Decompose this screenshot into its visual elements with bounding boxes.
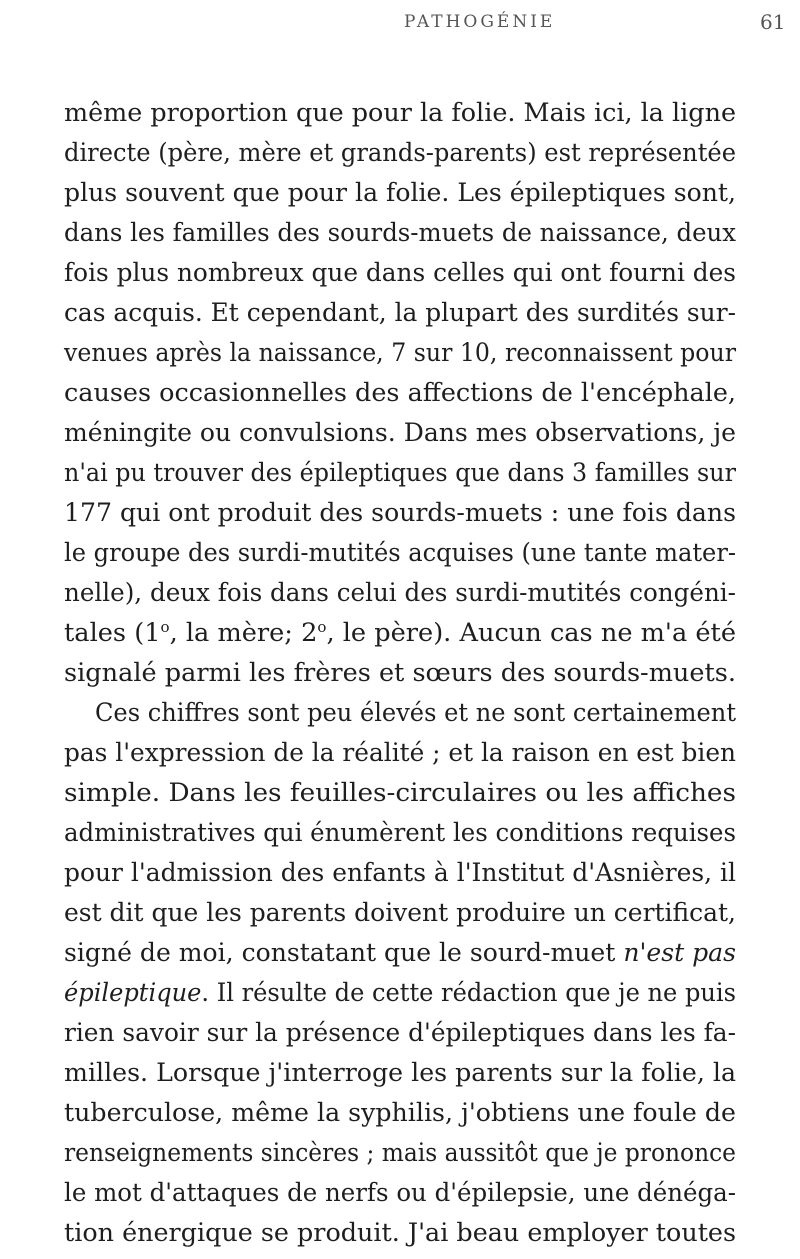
text-line-14 — [0, 613, 800, 653]
line-text: simple. Dans les feuilles-circulaires ou les affiches — [64, 778, 736, 808]
text-line-7 — [0, 333, 800, 373]
text-line-27 — [0, 1133, 800, 1173]
text-line-25 — [0, 1053, 800, 1093]
line-text: pour l'admission des enfants à l'Institut d'Asnières, il — [64, 858, 736, 888]
text-line-26 — [0, 1093, 800, 1133]
line-text: cas acquis. Et cependant, la plupart des surdités sur- — [64, 298, 736, 328]
line-text-part: tales (1 — [64, 618, 161, 648]
line-text-part: signé de moi, constatant que le sourd-muet — [64, 938, 624, 968]
text-line-12 — [0, 533, 800, 573]
text-line-13 — [0, 573, 800, 613]
line-text-part: , le père). Aucun cas ne m'a été — [326, 618, 736, 648]
line-text: méningite ou convulsions. Dans mes observations, je — [64, 418, 736, 448]
text-line-3 — [0, 173, 800, 213]
text-line-24 — [0, 1013, 800, 1053]
line-text: est dit que les parents doivent produire un certificat, — [64, 898, 736, 928]
text-line-11 — [0, 493, 800, 533]
line-text: 177 qui ont produit des sourds-muets : une fois dans — [64, 498, 736, 528]
text-line-2 — [0, 133, 800, 173]
line-text: tion énergique se produit. J'ai beau employer toutes — [64, 1218, 736, 1248]
line-text: causes occasionnelles des affections de l'encéphale, — [64, 378, 736, 408]
line-text: pas l'expression de la réalité ; et la raison en est bien — [64, 738, 736, 768]
line-text: fois plus nombreux que dans celles qui ont fourni des — [64, 258, 736, 288]
text-line-21 — [0, 893, 800, 933]
line-text: le mot d'attaques de nerfs ou d'épilepsie, une dénéga- — [64, 1178, 736, 1208]
text-line-9 — [0, 413, 800, 453]
text-line-20 — [0, 853, 800, 893]
line-text — [64, 613, 736, 653]
text-line-17 — [0, 733, 800, 773]
line-text-part: , la mère; 2 — [169, 618, 318, 648]
line-text: administratives qui énumèrent les conditions requises — [64, 818, 736, 848]
ordinal-superscript: o — [160, 618, 170, 636]
line-text — [64, 973, 736, 1013]
line-text: rien savoir sur la présence d'épileptiques dans les fa- — [64, 1018, 736, 1048]
line-text: n'ai pu trouver des épileptiques que dans 3 familles sur — [64, 458, 736, 488]
running-title: PATHOGÉNIE — [404, 12, 556, 32]
line-text: plus souvent que pour la folie. Les épileptiques sont, — [64, 178, 736, 208]
text-line-15 — [0, 653, 800, 693]
line-text-part: . Il résulte de cette rédaction que je ne puis — [201, 978, 737, 1008]
text-line-16-paragraph-start — [0, 693, 800, 733]
text-line-22 — [0, 933, 800, 973]
text-line-4 — [0, 213, 800, 253]
text-line-1 — [0, 93, 800, 133]
italic-text: n'est pas — [623, 938, 736, 968]
text-line-8 — [0, 373, 800, 413]
line-text: dans les familles des sourds-muets de naissance, deux — [64, 218, 736, 248]
text-line-19 — [0, 813, 800, 853]
line-text: le groupe des surdi-mutités acquises (une tante mater- — [64, 538, 736, 568]
text-line-5 — [0, 253, 800, 293]
ordinal-superscript: o — [317, 618, 327, 636]
line-text: venues après la naissance, 7 sur 10, reconnaissent pour — [64, 338, 736, 368]
line-text — [64, 933, 736, 973]
text-line-23 — [0, 973, 800, 1013]
text-line-6 — [0, 293, 800, 333]
text-line-18 — [0, 773, 800, 813]
text-line-10 — [0, 453, 800, 493]
line-text: nelle), deux fois dans celui des surdi-mutités congéni- — [64, 578, 736, 608]
text-line-29 — [0, 1213, 800, 1253]
line-text: renseignements sincères ; mais aussitôt que je prononce — [64, 1138, 736, 1168]
page-number: 61 — [760, 10, 786, 34]
line-text: même proportion que pour la folie. Mais ici, la ligne — [64, 98, 736, 128]
line-text: tuberculose, même la syphilis, j'obtiens une foule de — [64, 1098, 736, 1128]
text-line-28 — [0, 1173, 800, 1213]
italic-text: épileptique — [64, 978, 202, 1008]
line-text: directe (père, mère et grands-parents) est représentée — [64, 138, 736, 168]
line-text: Ces chiffres sont peu élevés et ne sont certainement — [95, 698, 736, 728]
line-text: milles. Lorsque j'interroge les parents sur la folie, la — [64, 1058, 736, 1088]
line-text: signalé parmi les frères et sœurs des sourds-muets. — [64, 658, 736, 688]
